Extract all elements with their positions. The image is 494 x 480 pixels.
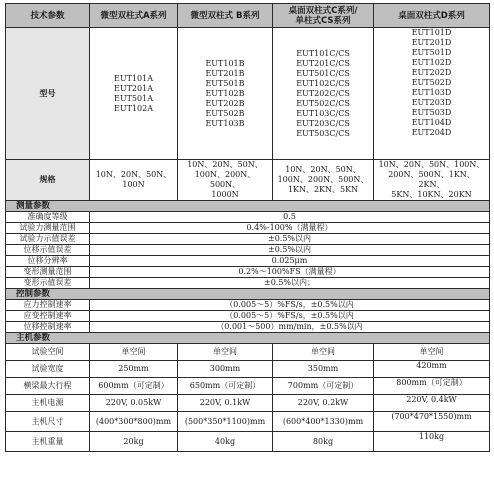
host-row <box>6 344 490 361</box>
cell-d: 800mm（可定制） <box>374 378 490 395</box>
cell-c: 700mm（可定制） <box>273 378 374 395</box>
row-value: 0.5 <box>90 212 490 223</box>
section-host <box>6 333 490 344</box>
row-value: 0.4%-100%（满量程） <box>90 223 490 234</box>
spec-d: 10N、20N、50N、100N、 200N、500N、1KN、2KN、 5KN、10KN、20KN <box>374 160 490 201</box>
host-row <box>6 361 490 378</box>
spec-row <box>6 160 490 201</box>
cell-b: (500*350*1100)mm <box>178 412 273 432</box>
model-a: EUT101A EUT201A EUT501A EUT102A <box>90 28 178 160</box>
cell-c: 单空间 <box>273 344 374 361</box>
cell-c: 350mm <box>273 361 374 378</box>
control-row <box>6 322 490 333</box>
measure-row <box>6 245 490 256</box>
cell-a: 20kg <box>90 432 178 452</box>
section-measure-title: 测量参数 <box>6 201 490 212</box>
cell-a: 600mm（可定制） <box>90 378 178 395</box>
spec-a: 10N、20N、50N、 100N <box>90 160 178 201</box>
row-value: （0.001～500）mm/min，±0.5%以内 <box>90 322 490 333</box>
header-series-c: 桌面双柱式C系列/ 单柱式CS系列 <box>273 4 374 28</box>
row-value: （0.005～5）%FS/s，±0.5%以内 <box>90 311 490 322</box>
cell-b: 650mm（可定制） <box>178 378 273 395</box>
row-value: ±0.5%以内 <box>90 234 490 245</box>
row-value: 0.025μm <box>90 256 490 267</box>
section-measure <box>6 201 490 212</box>
row-value: 0.2%～100%FS（满量程） <box>90 267 490 278</box>
spec-b: 10N、20N、50N、 100N、200N、500N、 1000N <box>178 160 273 201</box>
cell-b: 300mm <box>178 361 273 378</box>
model-d: EUT101D EUT201D EUT501D EUT102D EUT202D EUT502D EUT103D EUT203D EUT503D EUT104D EUT204D <box>374 28 490 160</box>
cell-b: 单空间 <box>178 344 273 361</box>
cell-a: 250mm <box>90 361 178 378</box>
row-label: 位移示值误差 <box>6 245 90 256</box>
row-label: 试验宽度 <box>6 361 90 378</box>
spec-label: 规格 <box>6 160 90 201</box>
row-value: （0.005～5）%FS/s，±0.5%以内 <box>90 300 490 311</box>
cell-d: 单空间 <box>374 344 490 361</box>
host-row <box>6 378 490 395</box>
row-label: 主机重量 <box>6 432 90 452</box>
section-host-title: 主机参数 <box>6 333 490 344</box>
cell-d: (700*470*1550)mm <box>374 412 490 432</box>
row-label: 横梁最大行程 <box>6 378 90 395</box>
cell-d: 110kg <box>374 432 490 452</box>
cell-d: 420mm <box>374 361 490 378</box>
row-label: 主机电源 <box>6 395 90 412</box>
cell-b: 40kg <box>178 432 273 452</box>
measure-row <box>6 256 490 267</box>
cell-a: 220V, 0.05kW <box>90 395 178 412</box>
header-series-a: 微型双柱式A系列 <box>90 4 178 28</box>
host-row <box>6 412 490 432</box>
row-label: 位移分辨率 <box>6 256 90 267</box>
cell-c: 80kg <box>273 432 374 452</box>
row-label: 变形示值误差 <box>6 278 90 289</box>
measure-row <box>6 212 490 223</box>
row-label: 主机尺寸 <box>6 412 90 432</box>
host-row <box>6 432 490 452</box>
measure-row <box>6 267 490 278</box>
row-label: 试验空间 <box>6 344 90 361</box>
row-value: ±0.5%以内； <box>90 278 490 289</box>
cell-a: (400*300*800)mm <box>90 412 178 432</box>
header-param: 技术参数 <box>6 4 90 28</box>
row-label: 试验力测量范围 <box>6 223 90 234</box>
measure-row <box>6 278 490 289</box>
row-label: 应力控制速率 <box>6 300 90 311</box>
cell-c: (600*400*1330)mm <box>273 412 374 432</box>
spec-c: 10N、20N、50N、 100N、200N、500N、 1KN、2KN、5KN <box>273 160 374 201</box>
model-row <box>6 28 490 160</box>
header-series-d: 桌面双柱式D系列 <box>374 4 490 28</box>
cell-b: 220V, 0.1kW <box>178 395 273 412</box>
row-label: 试验力示值误差 <box>6 234 90 245</box>
row-label: 准确度等级 <box>6 212 90 223</box>
spec-table <box>5 3 490 452</box>
row-label: 应变控制速率 <box>6 311 90 322</box>
host-row <box>6 395 490 412</box>
control-row <box>6 311 490 322</box>
model-b: EUT101B EUT201B EUT501B EUT102B EUT202B EUT502B EUT103B <box>178 28 273 160</box>
control-row <box>6 300 490 311</box>
measure-row <box>6 234 490 245</box>
row-label: 位移控制速率 <box>6 322 90 333</box>
row-value: ±0.5%以内 <box>90 245 490 256</box>
header-row <box>6 4 490 28</box>
cell-d: 220V, 0.4kW <box>374 395 490 412</box>
header-series-b: 微型双柱式 B系列 <box>178 4 273 28</box>
cell-c: 220V, 0.2kW <box>273 395 374 412</box>
row-label: 变形测量范围 <box>6 267 90 278</box>
cell-a: 单空间 <box>90 344 178 361</box>
model-label: 型号 <box>6 28 90 160</box>
section-control-title: 控制参数 <box>6 289 490 300</box>
measure-row <box>6 223 490 234</box>
model-c: EUT101C/CS EUT201C/CS EUT501C/CS EUT102C/CS EUT202C/CS EUT502C/CS EUT103C/CS EUT203C/CS EUT503C/CS <box>273 28 374 160</box>
section-control <box>6 289 490 300</box>
